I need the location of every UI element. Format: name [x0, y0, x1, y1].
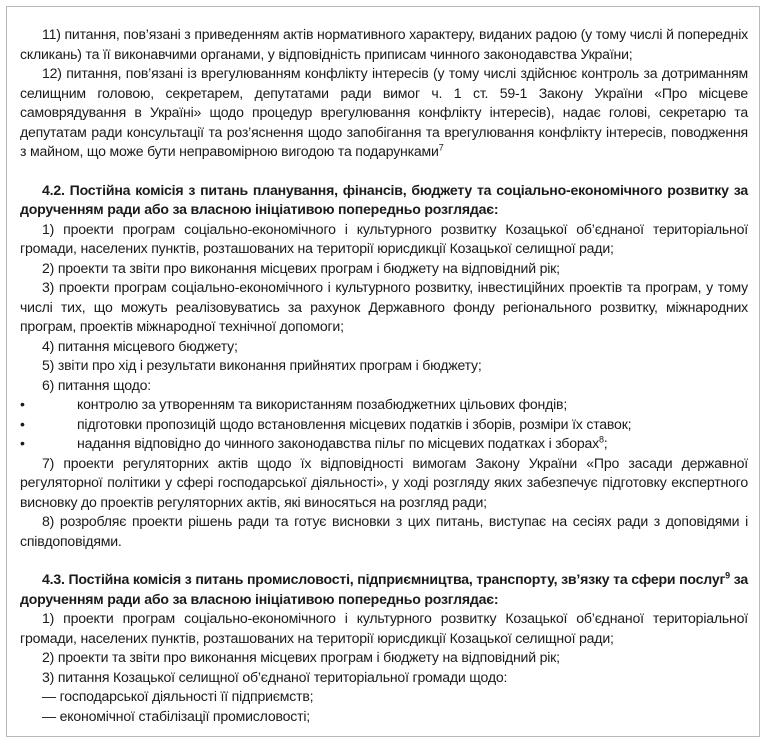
bullet-item: • підготовки пропозицій щодо встановлення місцевих податків і зборів, розміри їх ставок;: [20, 415, 748, 435]
dash-item: — господарської діяльності її підприємств;: [42, 688, 314, 704]
footnote-ref-9: 9: [725, 570, 730, 581]
footnote-ref-7: 7: [438, 142, 444, 153]
paragraph-4-2-item-2: 2) проекти та звіти про виконання місцевих програм і бюджету на відповідний рік;: [42, 259, 560, 276]
paragraph-4-2-item-7: 7) проекти регуляторних актів щодо їх відповідності вимогам Закону України «Про засади державної регуляторної політики у сфері господарської діяльності», у ході розгляду яких забезпечує підготовку експертного висновку до проектів регуляторних актів, які виносяться на розгляд ради;: [20, 454, 748, 510]
paragraph-4-3-item-3: 3) питання Козацької селищної об’єднаної територіальної громади щодо:: [42, 668, 508, 685]
bullet-item: • контролю за утворенням та використанням позабюджетних цільових фондів;: [20, 395, 748, 415]
bullet-icon: •: [20, 415, 25, 432]
paragraph-4-2-item-1: 1) проекти програм соціально-економічного і культурного розвитку Козацької об’єднаної територіальної громади, населених пунктів, розташованих на території юрисдикції Козацької селищної ради;: [20, 220, 748, 256]
paragraph-4-3-item-2: 2) проекти та звіти про виконання місцевих програм і бюджету на відповідний рік;: [42, 649, 560, 665]
heading-4-2: 4.2. Постійна комісія з питань планування, фінансів, бюджету та соціально-економічного розвитку за дорученням ради або за власною ініціативою попередньо розглядає:: [20, 181, 748, 217]
bullet-icon: •: [20, 396, 25, 412]
paragraph-4-1-item-12: 12) питання, пов’язані із врегулюванням конфлікту інтересів (у тому числі здійснює контроль за дотриманням селищним головою, секретарем, депутатами ради вимог ч. 1 ст. 59-1 Закону України «Про місцеве самоврядування в Україні» щодо процедур врегулювання конфлікту інтересів), надає голові, секретарю та депутатам ради консультації та роз’яснення щодо запобігання та врегулювання конфлікту інтересів, поводження з майном, що може бути неправомірною вигодою та подарунками$^7$: [20, 65, 748, 159]
paragraph-4-3-item-1: 1) проекти програм соціально-економічного і культурного розвитку Козацької об’єднаної територіальної громади, населених пунктів, розташованих на території юрисдикції Козацької селищної ради;: [20, 610, 748, 646]
bullet-item: • надання відповідно до чинного законодавства пільг по місцевих податках і зборах$^8$;: [20, 434, 748, 454]
bullet-icon: •: [20, 435, 25, 451]
paragraph-4-2-item-8: 8) розробляє проекти рішень ради та готує висновки з цих питань, виступає на сесіях ради з доповідями і співдоповідями.: [20, 513, 748, 549]
paragraph-4-1-item-11: 11) питання, пов’язані з приведенням актів нормативного характеру, виданих радою (у тому числі й попередніх скликань) та її виконавчими органами, у відповідність приписам чинного законодавства України;: [20, 26, 748, 62]
paragraph-4-2-item-3: 3) проекти програм соціально-економічного і культурного розвитку, інвестиційних проектів та програм, у тому числі тих, що можуть реалізовуватись за рахунок Державного фонду регіонального розвитку, міжнародних програм, проектів міжнародної технічної допомоги;: [20, 279, 748, 334]
document-body: [20, 25, 748, 726]
section-gap: [20, 162, 748, 181]
section-gap: [20, 551, 748, 570]
dash-item: — економічної стабілізації промисловості;: [42, 707, 310, 724]
paragraph-4-2-item-4: 4) питання місцевого бюджету;: [42, 337, 238, 354]
paragraph-4-2-item-6: 6) питання щодо:: [42, 376, 151, 393]
paragraph-4-2-item-5: 5) звіти про хід і результати виконання прийнятих програм і бюджету;: [42, 357, 482, 373]
footnote-ref-8: 8: [598, 434, 604, 445]
heading-4-3: 4.3. Постійна комісія з питань промисловості, підприємництва, транспорту, зв’язку та сфери послуг$^9$ за дорученням ради або за власною ініціативою попередньо розглядає:: [20, 570, 748, 607]
